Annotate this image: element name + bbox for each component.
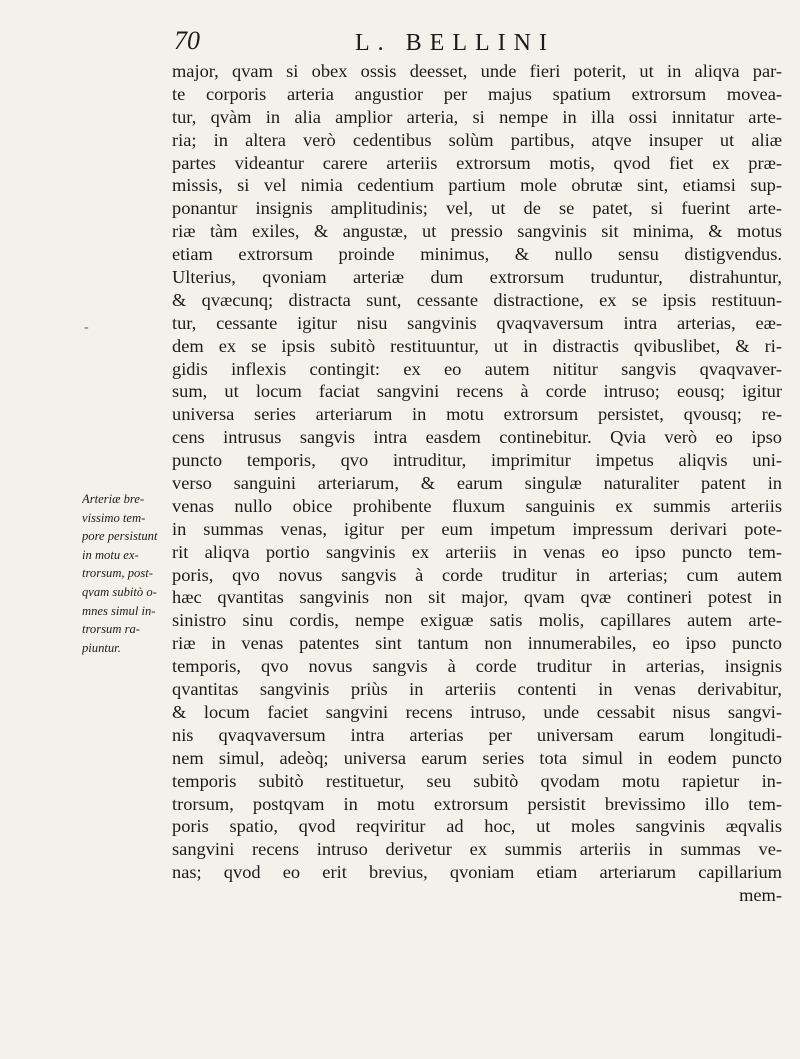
margin-note-line: pore persistunt (82, 529, 158, 544)
text-line: Ulterius, qvoniam arteriæ dum extrorsum truduntur, distrahuntur, (172, 267, 782, 288)
text-line: temporis, qvo novus sangvis à corde truditur in arterias, insignis (172, 656, 782, 677)
text-line: qvantitas sangvinis priùs in arteriis contenti in venas derivabitur, (172, 679, 782, 700)
stray-mark: - (84, 320, 89, 335)
text-line: riæ tàm exiles, & angustæ, ut pressio sangvinis sit minima, & motus (172, 221, 782, 242)
text-line: sinistro sinu cordis, nempe exiguæ satis molis, capillares autem arte- (172, 610, 782, 631)
margin-note-line: vissimo tem- (82, 510, 146, 525)
text-line: sangvini recens intruso derivetur ex summis arteriis in summas ve- (172, 839, 782, 860)
text-line: venas nullo obice prohibente fluxum sanguinis ex summis arteriis (172, 495, 782, 516)
running-head: L. BELLINI (355, 30, 555, 56)
text-line: & qvæcunq; distracta sunt, cessante distractione, ex se ipsis restituun- (172, 289, 782, 310)
text-line: rit aliqva portio sangvinis ex arteriis in venas eo ipso puncto tem- (172, 541, 782, 562)
text-line: nis qvaqvaversum intra arterias per universam earum longitudi- (172, 724, 782, 745)
text-line: riæ in venas patentes sint tantum non innumerabiles, eo ipso puncto (172, 633, 782, 654)
text-line: mem- (739, 885, 782, 906)
text-line: tur, qvàm in alia amplior arteria, si nempe in illa ossi innitatur arte- (172, 106, 782, 127)
text-line: sum, ut locum faciat sangvini recens à corde intruso; eousq; igitur (172, 381, 782, 402)
margin-note-line: trorsum ra- (82, 622, 140, 637)
text-line: nem simul, adeòq; universa earum series tota simul in eodem puncto (172, 747, 782, 768)
text-line: gidis inflexis contingit: ex eo autem nititur sangvis qvaqvaver- (172, 358, 782, 379)
text-line: temporis subitò restituetur, seu subitò qvodam motu rapietur in- (172, 770, 782, 791)
page-header (170, 22, 780, 58)
text-line: major, qvam si obex ossis deesset, unde fieri poterit, ut in aliqva par- (172, 61, 782, 81)
text-line: te corporis arteria angustior per majus spatium extrorsum movea- (172, 83, 782, 104)
page-number: 70 (174, 26, 200, 55)
margin-note-line: piuntur. (82, 640, 121, 655)
text-line: universa series arteriarum in motu extrorsum persistet, qvousq; re- (172, 404, 782, 425)
text-line: cens intrusus sangvis intra easdem continebitur. Qvia verò eo ipso (172, 427, 782, 448)
text-line: tur, cessante igitur nisu sangvinis qvaqvaversum intra arterias, eæ- (172, 312, 782, 333)
text-line: trorsum, postqvam in motu extrorsum persistit brevissimo illo tem- (172, 793, 782, 814)
margin-note-line: in motu ex- (82, 547, 139, 562)
body-text (172, 60, 782, 907)
text-line: in summas venas, igitur per eum impetum impressum derivari pote- (172, 518, 782, 539)
text-line: hæc qvantitas sangvinis non sit major, qvam qvæ contineri potest in (172, 587, 782, 608)
text-line: verso sanguini arteriarum, & earum singulæ naturaliter patent in (172, 473, 782, 494)
text-line: ponantur insignis amplitudinis; vel, ut de se patet, si fuerint arte- (172, 198, 782, 219)
text-line: dem ex se ipsis subitò restituuntur, ut in distractis qvibuslibet, & ri- (172, 335, 782, 356)
text-line: & locum faciet sangvini recens intruso, unde cessabit nisus sangvi- (172, 701, 782, 722)
margin-note-line: mnes simul in- (82, 603, 156, 618)
margin-note (82, 490, 174, 657)
text-line: missis, si vel nimia cedentium partium mole obrutæ sint, etiamsi sup- (172, 175, 782, 196)
text-line: partes videantur carere arteriis extrorsum motis, qvod fiet ex præ- (172, 152, 782, 173)
text-line: poris spatio, qvod reqviritur ad hoc, ut moles sangvinis æqvalis (172, 816, 782, 837)
margin-note-line: Arteriæ bre- (82, 492, 145, 506)
text-line: etiam extrorsum proinde minimus, & nullo sensu distigvendus. (172, 244, 782, 265)
text-line: nas; qvod eo erit brevius, qvoniam etiam arteriarum capillarium (172, 862, 782, 883)
margin-note-line: trorsum, post- (82, 566, 153, 581)
text-line: ria; in altera verò cedentibus solùm partibus, atqve insuper ut aliæ (172, 129, 782, 150)
margin-note-line: qvam subitò o- (82, 584, 157, 599)
text-line: puncto temporis, qvo intruditur, imprimitur impetus aliqvis uni- (172, 450, 782, 471)
text-line: poris, qvo novus sangvis à corde truditur in arterias; cum autem (172, 564, 782, 585)
